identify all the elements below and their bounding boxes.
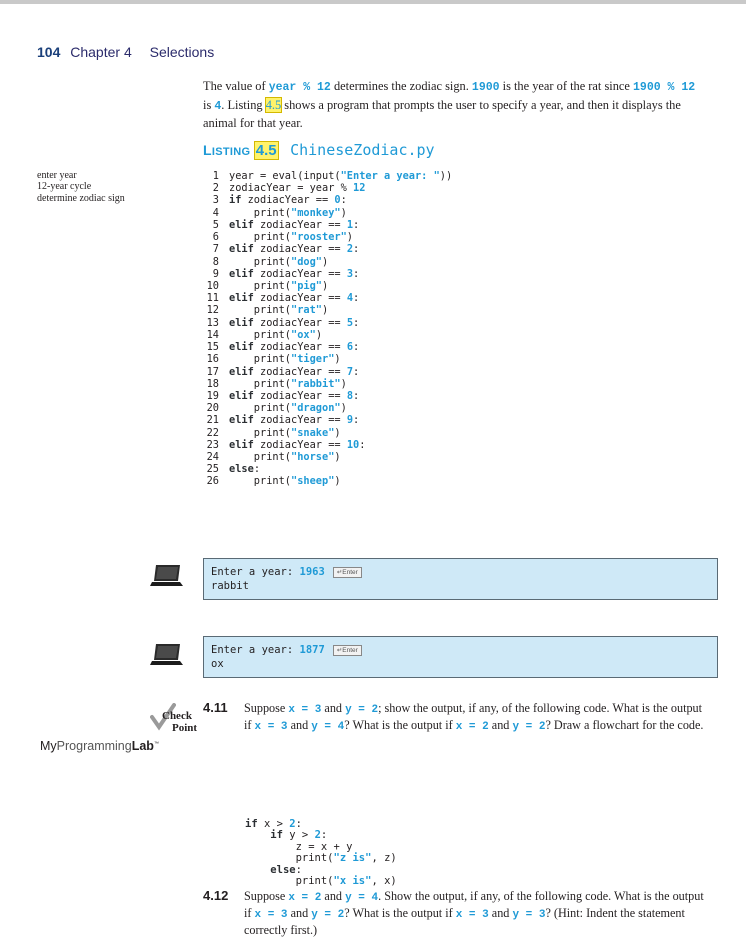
console-user-input: 1877 <box>299 644 325 656</box>
line-number: 7 <box>212 243 219 256</box>
enter-key-icon: ↵Enter <box>333 567 362 578</box>
code-token: "x is" <box>333 875 372 888</box>
code-text: : <box>353 414 360 427</box>
line-number: 20 <box>206 402 219 415</box>
code-line <box>203 207 452 219</box>
code-line <box>203 451 452 463</box>
code-line <box>203 317 452 329</box>
console-prompt: Enter a year: <box>211 566 300 578</box>
inline-code: x = 3 <box>254 909 288 921</box>
code-text: y > <box>282 829 315 842</box>
code-token: "rat" <box>291 304 322 317</box>
code-token: 10 <box>346 438 360 451</box>
code-text: print( <box>229 353 291 366</box>
inline-code: x = 2 <box>288 892 322 904</box>
code-token: "rabbit" <box>291 377 341 390</box>
line-number: 16 <box>206 353 219 366</box>
inline-code: x = 3 <box>254 721 288 733</box>
inline-code: x = 3 <box>455 909 489 921</box>
code-text: : <box>353 389 360 402</box>
code-text: : <box>353 218 360 231</box>
code-line <box>203 243 452 255</box>
code-text: print( <box>229 304 291 317</box>
code-text: print( <box>229 255 291 268</box>
margin-note: 12-year cycle <box>37 181 92 193</box>
listing-number: 4.5 <box>255 142 277 159</box>
listing-reference-link[interactable]: 4.5 <box>265 97 282 112</box>
code-token: else <box>229 463 254 476</box>
code-text: ) <box>334 426 341 439</box>
line-number: 14 <box>206 328 219 341</box>
line-number: 6 <box>212 231 219 244</box>
code-text: print( <box>229 328 291 341</box>
question-text: and <box>321 701 346 715</box>
code-text: : <box>353 365 360 378</box>
code-token: 2 <box>346 243 354 256</box>
code-token: elif <box>229 389 254 402</box>
code-token: "snake" <box>291 426 335 439</box>
code-token: "monkey" <box>291 206 341 219</box>
listing-title <box>203 141 435 160</box>
code-text: zodiacYear == <box>241 194 335 207</box>
code-text: x > <box>257 818 290 830</box>
code-token: elif <box>229 292 254 305</box>
code-text: print( <box>229 377 291 390</box>
intro-text: . Listing <box>221 97 266 112</box>
line-number: 4 <box>212 206 219 219</box>
code-text: ) <box>334 451 341 464</box>
code-token: elif <box>229 243 254 256</box>
intro-text: The value of <box>203 79 269 93</box>
code-text: : <box>295 863 302 876</box>
code-line <box>203 170 452 182</box>
code-token: "dragon" <box>291 402 341 415</box>
code-text: : <box>340 194 347 207</box>
running-header <box>37 44 214 60</box>
console-input-line <box>211 643 717 657</box>
code-token: elif <box>229 316 254 329</box>
code-line <box>203 280 452 292</box>
code-line <box>203 414 452 426</box>
question-text: . Show the output, if any, of the following code. What is the output if <box>244 889 704 920</box>
question-text: and <box>287 906 312 920</box>
line-number: 25 <box>206 463 219 476</box>
line-number: 23 <box>206 438 219 451</box>
question-text: ? Draw a flowchart for the code. <box>545 718 704 732</box>
intro-text: is the year of the rat since <box>499 79 634 93</box>
code-text: zodiacYear == <box>253 292 347 305</box>
question-text: and <box>321 889 346 903</box>
code-text: print( <box>229 451 291 464</box>
code-token: "rooster" <box>291 231 347 244</box>
code-token: 9 <box>346 414 354 427</box>
code-token: "ox" <box>291 328 316 341</box>
line-number: 13 <box>206 316 219 329</box>
code-text: zodiacYear = year % <box>229 182 353 195</box>
code-text: zodiacYear == <box>253 341 347 354</box>
console-user-input: 1963 <box>299 566 325 578</box>
code-text: , x) <box>371 875 397 888</box>
inline-code: y = 2 <box>311 909 345 921</box>
inline-code: x = 3 <box>288 704 322 716</box>
code-token: elif <box>229 218 254 231</box>
code-token: 5 <box>346 316 354 329</box>
line-number: 17 <box>206 365 219 378</box>
question-text: and <box>488 906 513 920</box>
code-token: 12 <box>353 182 366 195</box>
line-number: 21 <box>206 414 219 427</box>
code-token: 8 <box>346 389 354 402</box>
line-number: 12 <box>206 304 219 317</box>
code-token: if <box>245 818 258 830</box>
chapter-label: Chapter 4 <box>70 44 132 60</box>
code-line <box>203 463 452 475</box>
listing-filename: ChineseZodiac.py <box>290 141 435 159</box>
line-number: 24 <box>206 451 219 464</box>
code-text: : <box>253 463 261 476</box>
margin-note: determine zodiac sign <box>37 192 125 204</box>
code-line <box>245 876 397 887</box>
question-number: 4.12 <box>203 888 229 903</box>
intro-text: determines the zodiac sign. <box>330 79 472 93</box>
console-output-text: rabbit <box>211 580 249 592</box>
trademark-mark: ™ <box>153 740 159 747</box>
code-token: 2 <box>314 829 321 842</box>
code-text: print( <box>229 206 291 219</box>
code-token: 1 <box>346 218 354 231</box>
line-number: 18 <box>206 377 219 390</box>
code-token: 3 <box>346 267 354 280</box>
code-token: "pig" <box>291 279 322 292</box>
code-line <box>203 402 452 414</box>
laptop-icon <box>150 643 184 667</box>
code-line <box>203 341 452 353</box>
code-token: elif <box>229 341 254 354</box>
code-token: elif <box>229 438 254 451</box>
code-token: 0 <box>334 194 341 207</box>
code-line <box>203 182 452 194</box>
inline-code: 1900 % 12 <box>633 81 696 94</box>
intro-text: is <box>203 97 215 112</box>
line-number: 11 <box>206 292 219 305</box>
console-output-text: ox <box>211 658 224 670</box>
code-text: : <box>359 438 366 451</box>
code-line <box>203 256 452 268</box>
code-text: ) <box>340 402 347 415</box>
code-token: elif <box>229 414 254 427</box>
code-text: : <box>320 829 328 842</box>
margin-notes <box>37 170 125 204</box>
code-line <box>203 329 452 341</box>
intro-paragraph <box>203 78 703 132</box>
code-text <box>245 829 270 841</box>
code-line <box>203 268 452 280</box>
code-line <box>203 378 452 390</box>
code-text: ) <box>322 255 329 268</box>
inline-code: y = 4 <box>311 721 345 733</box>
code-text: zodiacYear == <box>253 316 347 329</box>
code-line <box>203 231 452 243</box>
inline-code: 1900 <box>471 81 500 94</box>
logo-text: Lab <box>131 739 154 753</box>
code-token: 7 <box>346 365 354 378</box>
section-label: Selections <box>149 44 215 60</box>
code-line <box>203 353 452 365</box>
code-text: print( <box>229 402 291 415</box>
code-text: )) <box>439 170 453 182</box>
code-text: z = x + y <box>245 840 353 853</box>
laptop-icon <box>150 564 184 588</box>
code-text: zodiacYear == <box>253 438 347 451</box>
code-text: , z) <box>371 852 397 865</box>
code-token: 4 <box>346 292 354 305</box>
logo-text: My <box>40 739 57 753</box>
code-text: ) <box>334 353 341 366</box>
inline-code: 4 <box>214 99 222 113</box>
code-text: print( <box>229 279 291 292</box>
code-line <box>203 219 452 231</box>
question-text <box>244 701 712 735</box>
question-number: 4.11 <box>203 700 228 715</box>
inline-code: y = 2 <box>345 704 379 716</box>
code-text: : <box>353 341 360 354</box>
point-label: Point <box>172 722 198 734</box>
line-number: 22 <box>206 426 219 439</box>
inline-code: year % 12 <box>268 81 331 94</box>
code-text: ) <box>340 377 347 390</box>
page-top-rule <box>0 0 746 4</box>
check-label: Check <box>162 710 192 722</box>
code-text: : <box>295 818 302 830</box>
line-number: 26 <box>206 475 219 488</box>
code-text: ) <box>346 231 353 244</box>
line-number: 8 <box>212 255 219 268</box>
code-text: print( <box>229 231 291 244</box>
question-text: Suppose <box>244 701 289 715</box>
code-token: 6 <box>346 341 354 354</box>
code-text: zodiacYear == <box>253 267 347 280</box>
line-number: 19 <box>206 389 219 402</box>
code-text: : <box>353 292 360 305</box>
code-line <box>203 292 452 304</box>
page-number: 104 <box>37 44 61 60</box>
code-text <box>245 864 270 876</box>
code-token: "z is" <box>333 852 372 865</box>
code-token: elif <box>229 365 254 378</box>
listing-label: LISTING <box>203 142 251 158</box>
console-output-2 <box>203 636 718 678</box>
myprogramminglab-logo <box>40 739 159 753</box>
code-line <box>203 366 452 378</box>
question-text: ? (Hint: Indent the statement correctly first.) <box>244 906 685 937</box>
code-line <box>203 304 452 316</box>
code-token: "Enter a year: " <box>340 170 440 182</box>
code-text: : <box>353 267 360 280</box>
code-token: "dog" <box>291 255 322 268</box>
code-text: print( <box>229 426 291 439</box>
code-token: 2 <box>289 818 296 830</box>
code-text: ) <box>322 304 329 317</box>
inline-code: x = 2 <box>455 721 489 733</box>
line-number: 15 <box>206 341 219 354</box>
line-number: 10 <box>206 279 219 292</box>
console-prompt: Enter a year: <box>211 644 300 656</box>
code-line <box>203 475 452 487</box>
listing-label-rest: ISTING <box>211 146 251 158</box>
console-output-1 <box>203 558 718 600</box>
question-code <box>245 819 397 887</box>
code-listing <box>203 170 452 488</box>
line-number: 5 <box>212 218 219 231</box>
code-text: : <box>353 243 360 256</box>
code-text: zodiacYear == <box>253 218 347 231</box>
code-token: "sheep" <box>291 475 335 488</box>
intro-text: shows a program that prompts the user to specify a year, and then it displays the animal for that year. <box>203 97 681 130</box>
code-line <box>203 194 452 206</box>
margin-note: enter year <box>37 170 77 181</box>
code-token: "horse" <box>291 451 335 464</box>
question-text <box>244 889 712 938</box>
code-text: ) <box>315 328 323 341</box>
code-text: zodiacYear == <box>253 389 347 402</box>
code-text: print( <box>229 475 291 488</box>
code-text: print( <box>245 875 334 888</box>
inline-code: y = 2 <box>512 721 546 733</box>
inline-code: y = 4 <box>345 892 379 904</box>
question-text: and <box>287 718 312 732</box>
code-text: ) <box>340 206 347 219</box>
question-text: ; show the output, if any, of the following code. What is the output if <box>244 701 703 732</box>
code-token: "tiger" <box>291 353 335 366</box>
code-line <box>203 439 452 451</box>
code-token: if <box>270 829 283 842</box>
line-number: 3 <box>212 194 219 207</box>
question-text: ? What is the output if <box>344 906 456 920</box>
line-number: 1 <box>212 170 219 182</box>
code-line <box>203 427 452 439</box>
line-number: 2 <box>212 182 219 195</box>
code-text: ) <box>322 279 329 292</box>
code-text: : <box>353 316 360 329</box>
code-text: ) <box>334 475 341 488</box>
question-text: ? What is the output if <box>344 718 456 732</box>
enter-key-icon: ↵Enter <box>333 645 362 656</box>
code-text: zodiacYear == <box>253 365 347 378</box>
question-text: and <box>488 718 513 732</box>
code-text: zodiacYear == <box>253 414 347 427</box>
code-text: year = eval(input( <box>229 170 341 182</box>
question-text: Suppose <box>244 889 289 903</box>
code-text: print( <box>245 852 334 865</box>
code-token: else <box>270 863 296 876</box>
line-number: 9 <box>212 267 219 280</box>
logo-text: Programming <box>56 739 132 753</box>
code-line <box>203 390 452 402</box>
code-token: elif <box>229 267 254 280</box>
inline-code: y = 3 <box>512 909 546 921</box>
console-input-line <box>211 565 717 579</box>
code-token: if <box>229 194 242 207</box>
code-text: zodiacYear == <box>253 243 347 256</box>
